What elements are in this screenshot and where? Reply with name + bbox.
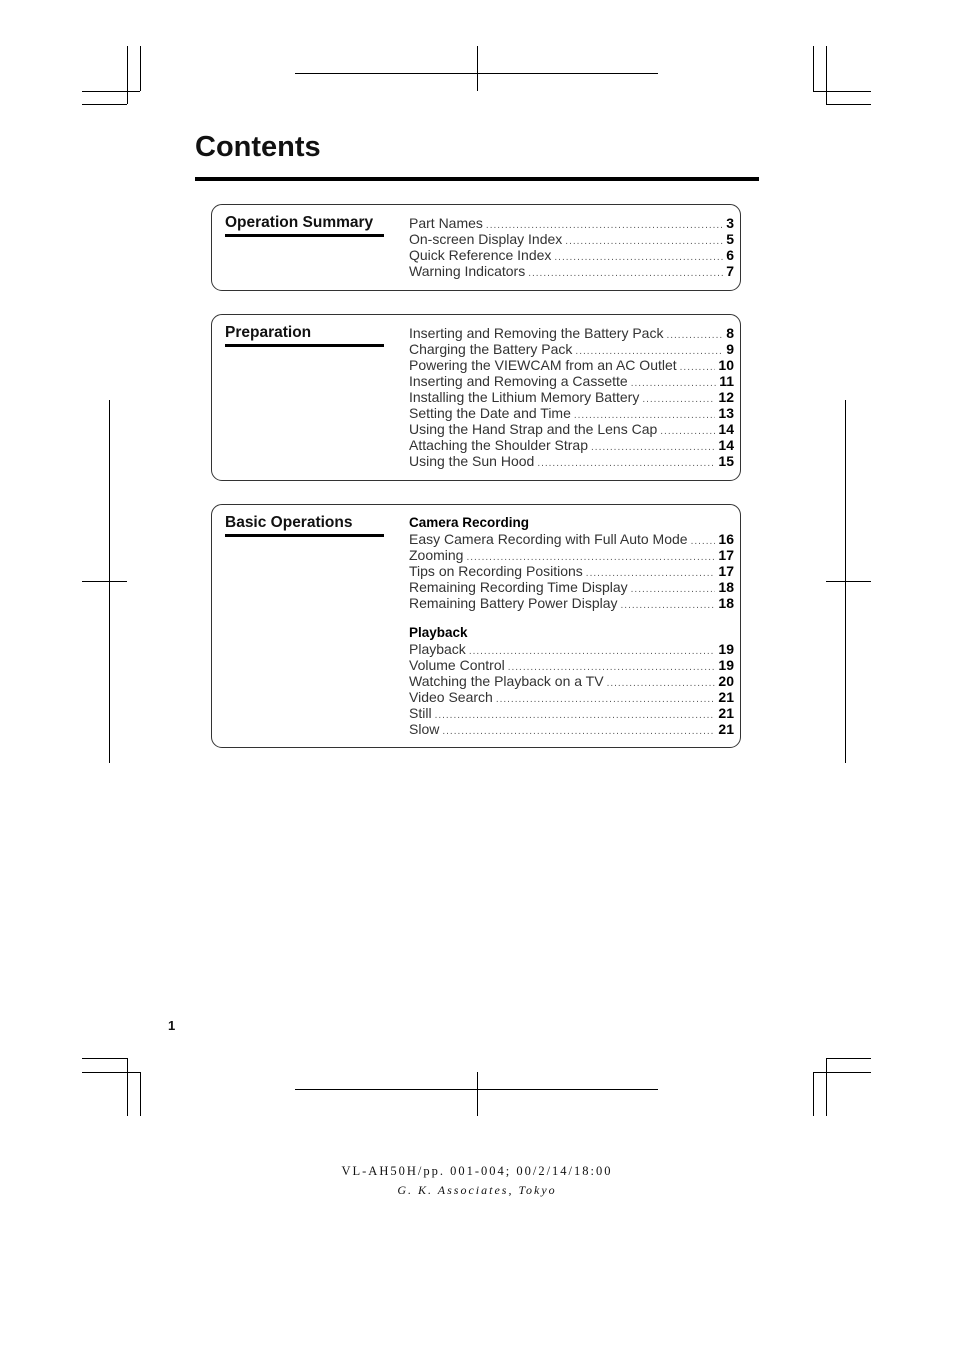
entry-page: 21	[718, 705, 734, 721]
entry-list	[409, 325, 734, 469]
toc-entry[interactable]	[409, 421, 734, 437]
entry-label: Using the Sun Hood	[409, 453, 535, 469]
toc-entry[interactable]	[409, 673, 734, 689]
entry-page: 16	[718, 531, 734, 547]
dot-leader	[631, 582, 716, 598]
entry-page: 17	[718, 547, 734, 563]
toc-entry[interactable]	[409, 721, 734, 737]
page-title: Contents	[195, 131, 321, 163]
dot-leader	[528, 266, 723, 282]
toc-entry[interactable]	[409, 595, 734, 611]
dot-leader	[607, 676, 716, 692]
toc-entry[interactable]	[409, 563, 734, 579]
footer-publisher: G. K. Associates, Tokyo	[397, 1183, 557, 1197]
section-heading: Operation Summary	[225, 214, 384, 237]
entry-page: 20	[718, 673, 734, 689]
subheading-camera-recording: Camera Recording	[409, 515, 530, 530]
dot-leader	[621, 598, 716, 614]
entry-page: 5	[726, 231, 734, 247]
entry-page: 6	[726, 247, 734, 263]
toc-entry[interactable]	[409, 373, 734, 389]
dot-leader	[565, 234, 723, 250]
entry-label: Video Search	[409, 689, 493, 705]
footer-job-info: VL-AH50H/pp. 001-004; 00/2/14/18:00	[341, 1164, 613, 1178]
dot-leader	[435, 708, 716, 724]
entry-label: Powering the VIEWCAM from an AC Outlet	[409, 357, 677, 373]
entry-label: Charging the Battery Pack	[409, 341, 573, 357]
toc-entry[interactable]	[409, 641, 734, 657]
entry-label: Warning Indicators	[409, 263, 526, 279]
entry-page: 15	[718, 453, 734, 469]
section-basic-operations	[211, 504, 741, 748]
entry-label: Attaching the Shoulder Strap	[409, 437, 589, 453]
entry-page: 7	[726, 263, 734, 279]
dot-leader	[537, 456, 715, 472]
entry-label: Tips on Recording Positions	[409, 563, 583, 579]
section-heading: Basic Operations	[225, 514, 384, 537]
entry-label: Inserting and Removing a Cassette	[409, 373, 628, 389]
toc-entry[interactable]	[409, 215, 734, 231]
entry-label: Remaining Recording Time Display	[409, 579, 628, 595]
dot-leader	[660, 424, 715, 440]
toc-entry[interactable]	[409, 657, 734, 673]
entry-label: Installing the Lithium Memory Battery	[409, 389, 640, 405]
toc-entry[interactable]	[409, 705, 734, 721]
entry-label: Still	[409, 705, 432, 721]
toc-entry[interactable]	[409, 389, 734, 405]
entry-page: 12	[718, 389, 734, 405]
entry-page: 18	[718, 579, 734, 595]
entry-label: Setting the Date and Time	[409, 405, 571, 421]
entry-page: 19	[718, 657, 734, 673]
toc-entry[interactable]	[409, 437, 734, 453]
toc-entry[interactable]	[409, 547, 734, 563]
dot-leader	[496, 692, 716, 708]
toc-entry[interactable]	[409, 341, 734, 357]
entry-page: 8	[726, 325, 734, 341]
dot-leader	[680, 360, 716, 376]
page-number: 1	[168, 1018, 176, 1033]
entry-label: Zooming	[409, 547, 464, 563]
section-operation-summary	[211, 204, 741, 291]
entry-page: 3	[726, 215, 734, 231]
entry-label: Watching the Playback on a TV	[409, 673, 604, 689]
dot-leader	[691, 534, 716, 550]
entry-label: Easy Camera Recording with Full Auto Mode	[409, 531, 688, 547]
entry-page: 11	[719, 373, 734, 389]
entry-page: 19	[718, 641, 734, 657]
entry-page: 14	[718, 437, 734, 453]
entry-page: 9	[726, 341, 734, 357]
toc-entry[interactable]	[409, 357, 734, 373]
subheading-playback: Playback	[409, 625, 468, 640]
section-preparation	[211, 314, 741, 481]
entry-label: Part Names	[409, 215, 483, 231]
toc-entry[interactable]	[409, 579, 734, 595]
dot-leader	[442, 724, 715, 740]
dot-leader	[554, 250, 723, 266]
entry-label: Remaining Battery Power Display	[409, 595, 618, 611]
toc-entry[interactable]	[409, 263, 734, 279]
section-heading: Preparation	[225, 324, 384, 347]
entry-page: 21	[718, 721, 734, 737]
toc-entry[interactable]	[409, 405, 734, 421]
dot-leader	[666, 328, 723, 344]
dot-leader	[591, 440, 715, 456]
toc-entry[interactable]	[409, 531, 734, 547]
entry-label: Playback	[409, 641, 466, 657]
toc-entry[interactable]	[409, 689, 734, 705]
toc-entry[interactable]	[409, 231, 734, 247]
entry-page: 21	[718, 689, 734, 705]
dot-leader	[631, 376, 717, 392]
toc-entry[interactable]	[409, 453, 734, 469]
entry-page: 13	[718, 405, 734, 421]
entry-label: Slow	[409, 721, 440, 737]
entry-label: Inserting and Removing the Battery Pack	[409, 325, 664, 341]
entry-page: 18	[718, 595, 734, 611]
dot-leader	[642, 392, 715, 408]
entry-page: 14	[718, 421, 734, 437]
entry-label: On-screen Display Index	[409, 231, 563, 247]
dot-leader	[469, 644, 716, 660]
entry-label: Volume Control	[409, 657, 505, 673]
entry-list	[409, 215, 734, 279]
entry-page: 10	[718, 357, 734, 373]
entry-list	[409, 515, 734, 737]
toc-entry[interactable]	[409, 325, 734, 341]
entry-label: Quick Reference Index	[409, 247, 552, 263]
entry-label: Using the Hand Strap and the Lens Cap	[409, 421, 658, 437]
title-rule	[195, 177, 759, 181]
entry-page: 17	[718, 563, 734, 579]
toc-entry[interactable]	[409, 247, 734, 263]
